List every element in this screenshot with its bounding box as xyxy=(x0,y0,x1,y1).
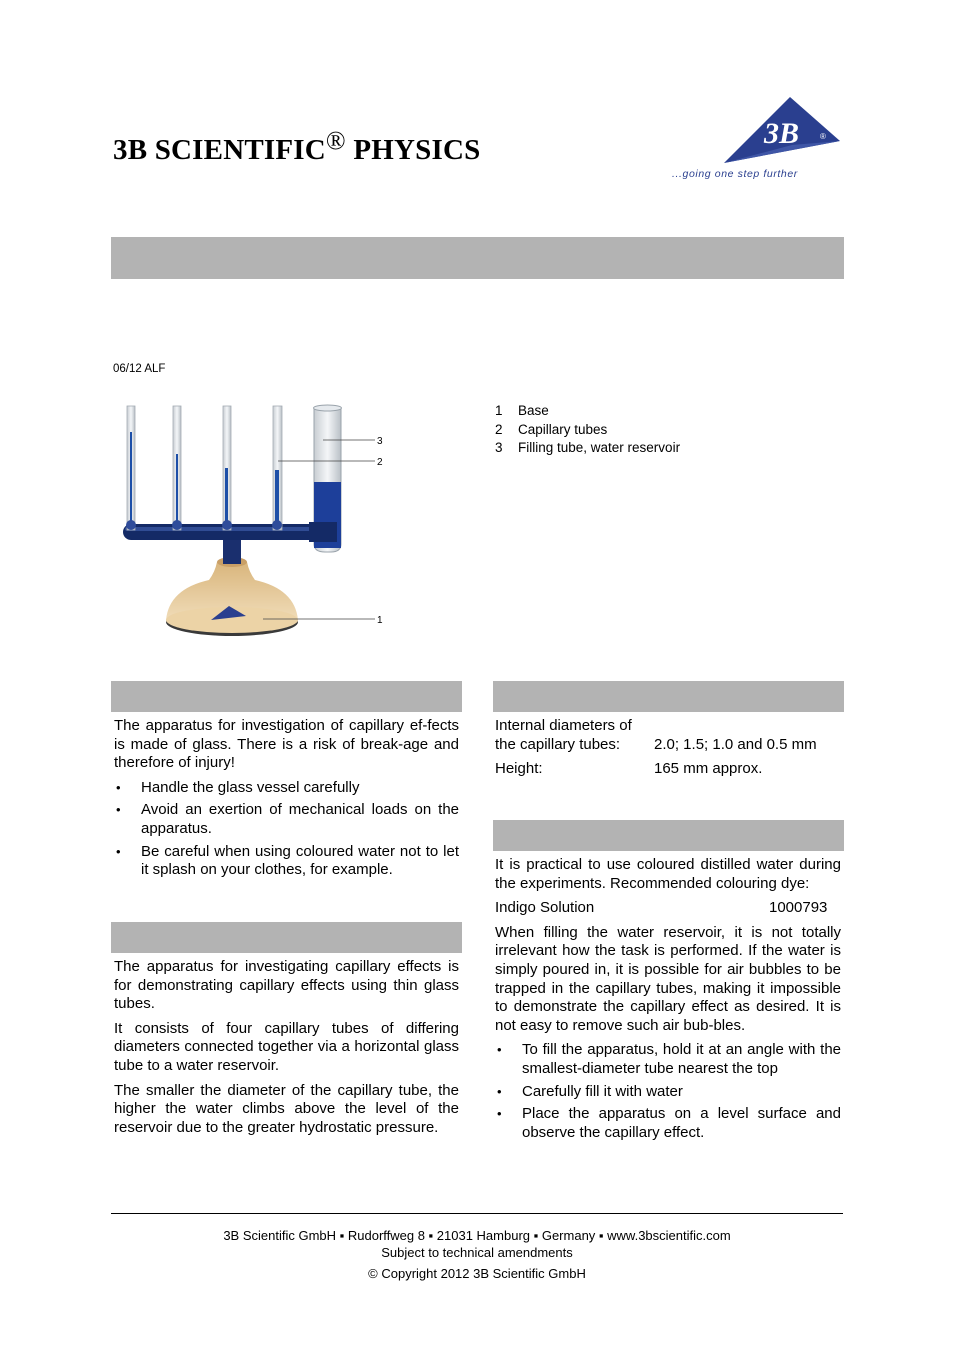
document-code: 06/12 ALF xyxy=(113,363,166,375)
specs-section-bar xyxy=(493,681,844,712)
callout-2: 2 xyxy=(377,457,383,468)
legend-label: Capillary tubes xyxy=(518,421,608,437)
description-section xyxy=(114,958,459,1143)
safety-section-bar xyxy=(111,681,462,712)
registered-mark: ® xyxy=(325,126,346,155)
safety-bullet: • Be careful when using coloured water not to let it splash on your clothes, for example. xyxy=(114,843,459,880)
parts-legend xyxy=(495,402,680,458)
operation-bullet: • Carefully fill it with water xyxy=(495,1083,841,1102)
dye-code: 1000793 xyxy=(769,899,828,917)
logo-registered: ® xyxy=(820,132,826,141)
specs-section xyxy=(495,717,817,779)
legend-num: 1 xyxy=(495,403,503,418)
safety-intro: The apparatus for investigation of capillary ef-fects is made of glass. There is a risk of break-age and therefore of injury! xyxy=(114,717,459,772)
callout-1: 1 xyxy=(377,615,383,626)
spec-value: 165 mm approx. xyxy=(654,760,763,778)
brand-name: 3B SCIENTIFIC xyxy=(113,134,326,166)
spec-label: Height: xyxy=(495,760,543,778)
footer-address: 3B Scientific GmbH ▪ Rudorffweg 8 ▪ 21031 Hamburg ▪ Germany ▪ www.3bscientific.com xyxy=(223,1228,731,1243)
spec-label: Internal diameters of xyxy=(495,717,632,734)
apparatus-photo xyxy=(113,384,405,658)
legend-label: Filling tube, water reservoir xyxy=(518,440,681,455)
operation-bullet: • To fill the apparatus, hold it at an angle with the smallest-diameter tube nearest the top xyxy=(495,1041,841,1078)
operation-section xyxy=(495,856,841,1146)
legend-item xyxy=(495,421,680,440)
operation-section-bar xyxy=(493,820,844,851)
description-section-bar xyxy=(111,922,462,953)
description-paragraph: It consists of four capillary tubes of differing diameters connected together via a horizontal glass tube to a water reservoir. xyxy=(114,1019,459,1074)
legend-item xyxy=(495,439,680,458)
description-paragraph: The smaller the diameter of the capillary tube, the higher the water climbs above the level of the reservoir due to the greater hydrostatic pressure. xyxy=(114,1081,459,1136)
logo-tagline: ...going one step further xyxy=(672,168,798,180)
spec-label: the capillary tubes: xyxy=(495,735,621,753)
legend-num: 2 xyxy=(495,421,503,437)
description-paragraph: The apparatus for investigating capillary effects is for demonstrating capillary effects using thin glass tubes. xyxy=(114,958,459,1013)
brand-suffix: PHYSICS xyxy=(353,134,481,166)
dye-name: Indigo Solution xyxy=(495,899,595,917)
brand-title xyxy=(113,126,481,167)
legend-item xyxy=(495,402,680,421)
safety-bullet: • Avoid an exertion of mechanical loads on the apparatus. xyxy=(114,801,459,838)
safety-bullet: • Handle the glass vessel carefully xyxy=(114,779,459,798)
3b-logo xyxy=(672,95,844,183)
dye-row xyxy=(495,899,841,918)
footer-rule xyxy=(111,1213,843,1214)
operation-intro: It is practical to use coloured distilled water during the experiments. Recommended colouring dye: xyxy=(495,856,841,892)
logo-mark: 3B xyxy=(764,117,800,150)
operation-paragraph: When filling the water reservoir, it is not totally irrelevant how the task is performed. If the water is simply poured in, it is possible for air bubbles to be trapped in the capillary tubes, making it impossible to demonstrate the capillary effect as desired. It is not easy to remove such air bub-bles. xyxy=(495,923,841,1034)
operation-bullet: • Place the apparatus on a level surface and observe the capillary effect. xyxy=(495,1105,841,1142)
safety-section xyxy=(114,717,459,884)
title-bar xyxy=(111,237,844,279)
callout-3: 3 xyxy=(377,436,383,447)
legend-label: Base xyxy=(518,403,549,418)
footer-copyright: © Copyright 2012 3B Scientific GmbH xyxy=(368,1266,586,1281)
legend-num: 3 xyxy=(495,440,503,455)
spec-value: 2.0; 1.5; 1.0 and 0.5 mm xyxy=(654,735,817,753)
footer-note: Subject to technical amendments xyxy=(381,1245,573,1260)
